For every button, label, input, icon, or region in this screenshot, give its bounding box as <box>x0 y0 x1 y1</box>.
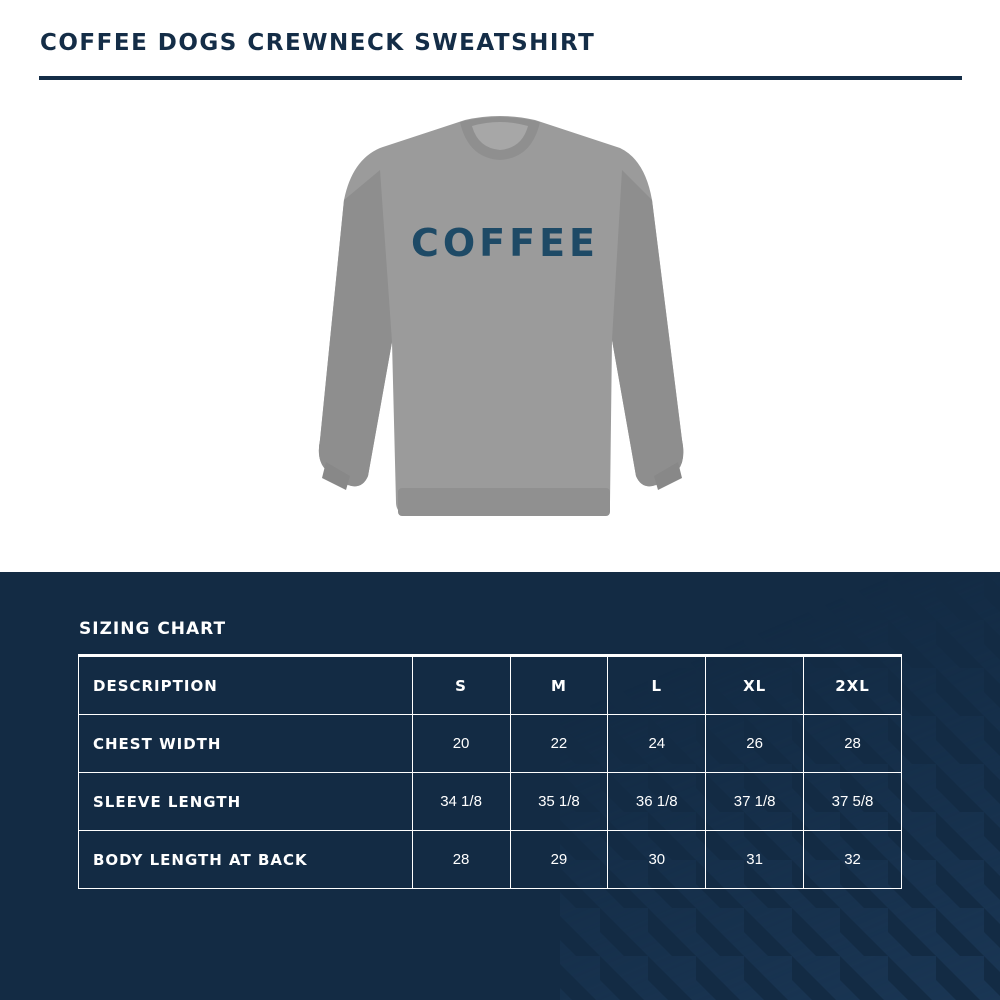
table-cell: 30 <box>608 831 706 889</box>
row-label: CHEST WIDTH <box>79 715 413 773</box>
table-cell: 32 <box>804 831 902 889</box>
header-size-2xl: 2XL <box>804 656 902 715</box>
table-header-row <box>79 656 902 715</box>
table-cell: 34 1/8 <box>412 773 510 831</box>
table-row <box>79 715 902 773</box>
header-size-m: M <box>510 656 608 715</box>
title-divider <box>39 76 962 80</box>
coffee-print <box>411 221 599 265</box>
table-cell: 37 5/8 <box>804 773 902 831</box>
table-cell: 26 <box>706 715 804 773</box>
row-label: BODY LENGTH AT BACK <box>79 831 413 889</box>
header-size-s: S <box>412 656 510 715</box>
table-row <box>79 831 902 889</box>
table-cell: 37 1/8 <box>706 773 804 831</box>
table-cell: 28 <box>804 715 902 773</box>
table-cell: 20 <box>412 715 510 773</box>
product-image <box>300 110 700 530</box>
table-cell: 24 <box>608 715 706 773</box>
table-cell: 31 <box>706 831 804 889</box>
table-cell: 22 <box>510 715 608 773</box>
table-cell: 36 1/8 <box>608 773 706 831</box>
table-cell: 35 1/8 <box>510 773 608 831</box>
sizing-table <box>78 654 902 889</box>
table-cell: 29 <box>510 831 608 889</box>
svg-text:COFFEE: COFFEE <box>410 221 600 265</box>
header-description: DESCRIPTION <box>79 656 413 715</box>
header-size-l: L <box>608 656 706 715</box>
sizing-chart-title: SIZING CHART <box>79 619 227 639</box>
table-cell: 28 <box>412 831 510 889</box>
page-title: COFFEE DOGS CREWNECK SWEATSHIRT <box>40 30 596 56</box>
sweatshirt-illustration <box>300 110 700 530</box>
table-row <box>79 773 902 831</box>
header-size-xl: XL <box>706 656 804 715</box>
row-label: SLEEVE LENGTH <box>79 773 413 831</box>
sizing-panel <box>0 572 1000 1000</box>
